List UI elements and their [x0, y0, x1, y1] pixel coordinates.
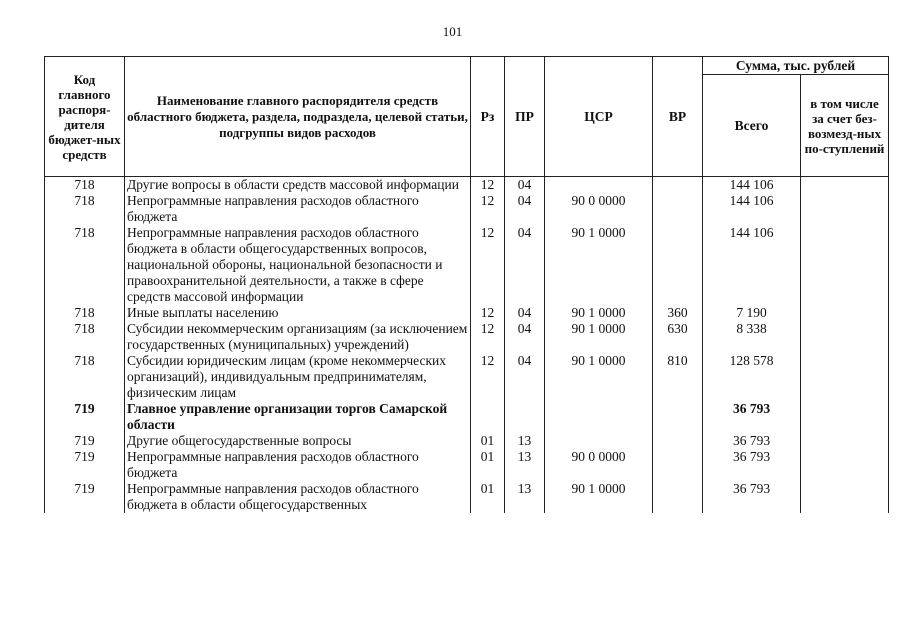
cell-vr: 360 [653, 305, 703, 321]
table-row [45, 433, 889, 449]
cell-vr: 810 [653, 353, 703, 401]
cell-code: 718 [45, 353, 125, 401]
cell-pr: 04 [505, 353, 545, 401]
cell-csr [545, 433, 653, 449]
cell-free [801, 177, 889, 194]
cell-rz [471, 401, 505, 433]
cell-csr: 90 1 0000 [545, 481, 653, 513]
cell-vr [653, 481, 703, 513]
cell-vr [653, 401, 703, 433]
cell-name: Иные выплаты населению [125, 305, 471, 321]
header-name: Наименование главного распорядителя средств областного бюджета, раздела, подраздела, целевой статьи, подгруппы видов расходов [125, 57, 471, 177]
cell-code: 719 [45, 433, 125, 449]
cell-csr: 90 0 0000 [545, 193, 653, 225]
cell-vr [653, 193, 703, 225]
table-row [45, 321, 889, 353]
cell-free [801, 321, 889, 353]
header-free: в том числе за счет без-возмезд-ных по-ступлений [801, 75, 889, 177]
table-row [45, 225, 889, 305]
cell-name: Непрограммные направления расходов областного бюджета в области общегосударственных [125, 481, 471, 513]
cell-pr: 13 [505, 449, 545, 481]
table-row [45, 401, 889, 433]
cell-code: 718 [45, 177, 125, 194]
cell-rz: 12 [471, 193, 505, 225]
cell-rz: 01 [471, 449, 505, 481]
cell-pr: 04 [505, 321, 545, 353]
cell-code: 718 [45, 305, 125, 321]
cell-csr: 90 0 0000 [545, 449, 653, 481]
cell-name: Субсидии некоммерческим организациям (за исключением государственных (муниципальных) учреждений) [125, 321, 471, 353]
cell-free [801, 401, 889, 433]
header-total: Всего [703, 75, 801, 177]
cell-total: 144 106 [703, 193, 801, 225]
cell-code: 718 [45, 225, 125, 305]
cell-csr: 90 1 0000 [545, 305, 653, 321]
cell-rz: 01 [471, 433, 505, 449]
cell-name: Другие общегосударственные вопросы [125, 433, 471, 449]
cell-rz: 01 [471, 481, 505, 513]
cell-pr: 04 [505, 225, 545, 305]
budget-table [44, 56, 889, 513]
table-row [45, 193, 889, 225]
table-header [45, 57, 889, 177]
cell-free [801, 305, 889, 321]
cell-free [801, 449, 889, 481]
table-row [45, 177, 889, 194]
cell-code: 718 [45, 321, 125, 353]
header-rz: Рз [471, 57, 505, 177]
cell-pr: 13 [505, 481, 545, 513]
cell-csr: 90 1 0000 [545, 225, 653, 305]
cell-name: Непрограммные направления расходов областного бюджета [125, 193, 471, 225]
cell-pr: 04 [505, 177, 545, 194]
cell-name: Субсидии юридическим лицам (кроме некоммерческих организаций), индивидуальным предпринимателям, физическим лицам [125, 353, 471, 401]
cell-vr [653, 177, 703, 194]
cell-name: Главное управление организации торгов Самарской области [125, 401, 471, 433]
cell-code: 719 [45, 401, 125, 433]
cell-free [801, 225, 889, 305]
table-row [45, 449, 889, 481]
cell-total: 128 578 [703, 353, 801, 401]
header-code: Код главного распоря-дителя бюджет-ных средств [45, 57, 125, 177]
cell-free [801, 353, 889, 401]
cell-pr: 04 [505, 305, 545, 321]
cell-csr: 90 1 0000 [545, 353, 653, 401]
cell-rz: 12 [471, 353, 505, 401]
cell-pr: 04 [505, 193, 545, 225]
cell-total: 144 106 [703, 225, 801, 305]
cell-rz: 12 [471, 225, 505, 305]
cell-pr [505, 401, 545, 433]
cell-pr: 13 [505, 433, 545, 449]
table-row [45, 305, 889, 321]
cell-vr: 630 [653, 321, 703, 353]
cell-code: 719 [45, 481, 125, 513]
cell-total: 8 338 [703, 321, 801, 353]
cell-free [801, 481, 889, 513]
page-number: 101 [442, 24, 463, 39]
cell-code: 719 [45, 449, 125, 481]
cell-total: 144 106 [703, 177, 801, 194]
cell-free [801, 193, 889, 225]
cell-code: 718 [45, 193, 125, 225]
table-body [45, 177, 889, 514]
cell-name: Непрограммные направления расходов областного бюджета в области общегосударственных вопросов, национальной обороны, национальной безопасности и правоохранительной деятельности, а также в сфере средств массовой информации [125, 225, 471, 305]
cell-free [801, 433, 889, 449]
cell-vr [653, 225, 703, 305]
table-row [45, 481, 889, 513]
cell-vr [653, 433, 703, 449]
header-vr: ВР [653, 57, 703, 177]
cell-total: 7 190 [703, 305, 801, 321]
cell-rz: 12 [471, 321, 505, 353]
cell-total: 36 793 [703, 481, 801, 513]
cell-total: 36 793 [703, 401, 801, 433]
cell-rz: 12 [471, 305, 505, 321]
cell-total: 36 793 [703, 433, 801, 449]
header-pr: ПР [505, 57, 545, 177]
cell-csr: 90 1 0000 [545, 321, 653, 353]
cell-vr [653, 449, 703, 481]
table-row [45, 353, 889, 401]
cell-total: 36 793 [703, 449, 801, 481]
header-sum: Сумма, тыс. рублей [703, 57, 889, 75]
cell-name: Непрограммные направления расходов областного бюджета [125, 449, 471, 481]
cell-csr [545, 401, 653, 433]
header-csr: ЦСР [545, 57, 653, 177]
cell-name: Другие вопросы в области средств массовой информации [125, 177, 471, 194]
cell-csr [545, 177, 653, 194]
cell-rz: 12 [471, 177, 505, 194]
